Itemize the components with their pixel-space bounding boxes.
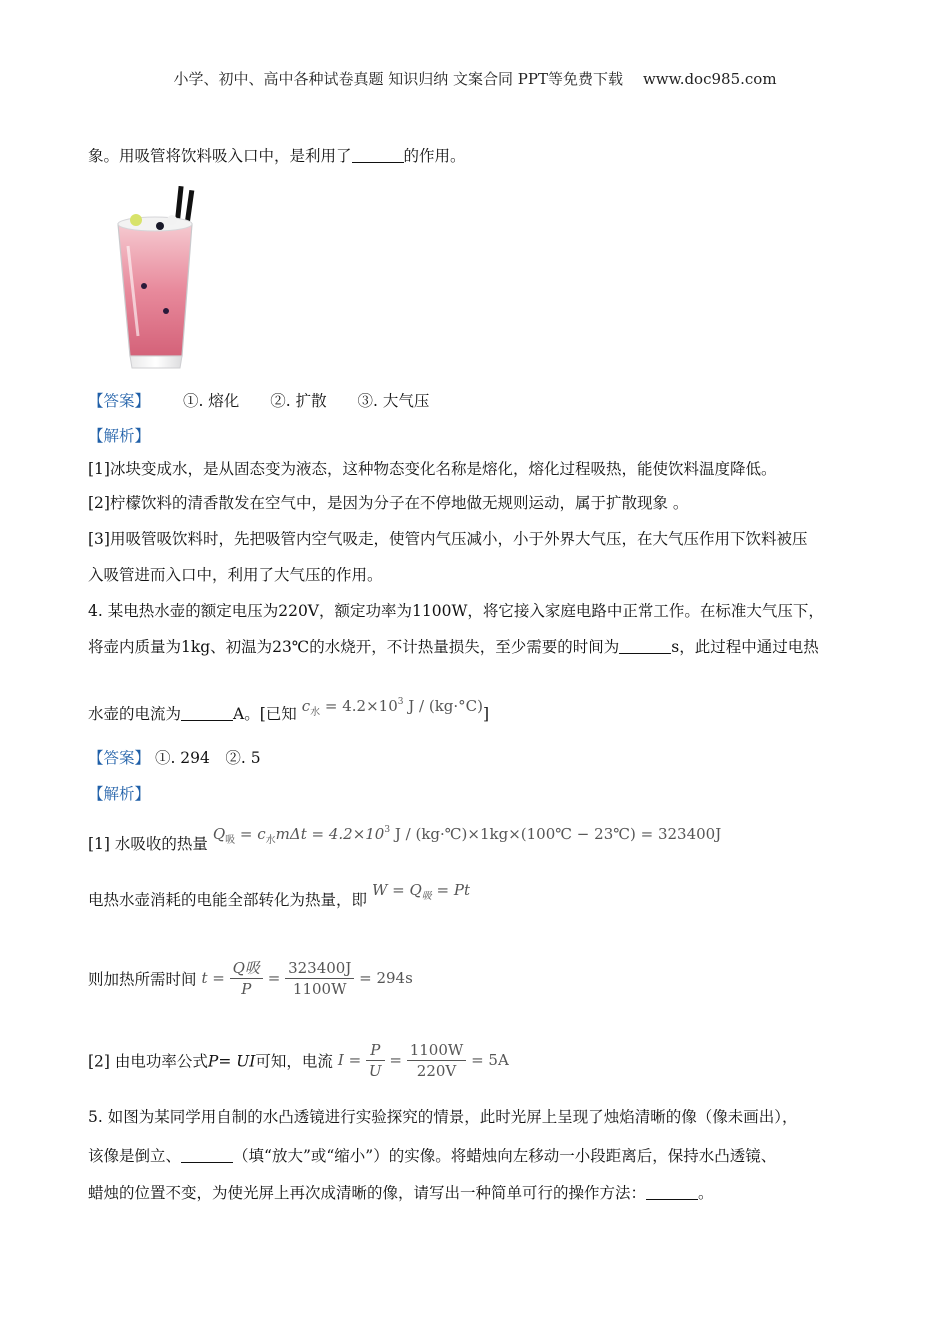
- q3-answer: 【答案】 ①. 熔化 ②. 扩散 ③. 大气压: [88, 392, 430, 410]
- q3-analysis-2: [2]柠檬饮料的清香散发在空气中，是因为分子在不停地做无规则运动，属于扩散现象 。: [88, 494, 689, 512]
- q3-tail: 象。用吸管将饮料吸入口中，是利用了 的作用。: [88, 147, 466, 165]
- q3-analysis-tag: 【解析】: [88, 427, 151, 445]
- q4-line-1: 4. 某电热水壶的额定电压为220V，额定功率为1100W，将它接入家庭电路中正常工作。在标准大气压下，: [88, 602, 824, 620]
- specific-heat-formula: $c_水 = 4.2\times 10^3$ J / (kg·°C): [301, 697, 483, 718]
- q4-step-1: [1] 水吸收的热量 $Q_吸 = c_水m\Delta t = 4.2\times 10^3$ J / (kg·℃)×1kg×(100℃ − 23℃) = 323400J: [88, 825, 722, 853]
- q4-step-4: [2] 由电功率公式P= UI可知，电流 I = $\frac{P}{U}$ = $\frac{1100W}{220V}$ = 5A: [88, 1041, 509, 1080]
- q4-line-3: 水壶的电流为 A。[已知 $c_水 = 4.2\times 10^3$ J / (kg·°C)]: [88, 697, 490, 723]
- header-url: www.doc985.com: [642, 70, 777, 88]
- q5-line-1: 5. 如图为某同学用自制的水凸透镜进行实验探究的情景，此时光屏上呈现了烛焰清晰的像（像未画出），: [88, 1108, 798, 1126]
- header-text: 小学、初中、高中各种试卷真题 知识归纳 文案合同 PPT等免费下载: [173, 70, 623, 88]
- heat-formula: $Q_吸 = c_水m\Delta t = 4.2\times 10^3$ J / (kg·℃)×1kg×(100℃ − 23℃) = 323400J: [212, 825, 722, 846]
- q5-line-3: 蜡烛的位置不变，为使光屏上再次成清晰的像，请写出一种简单可行的操作方法： 。: [88, 1184, 714, 1202]
- drink-glass-image: [108, 186, 208, 376]
- q5-line-2: 该像是倒立、 （填“放大”或“缩小”）的实像。将蜡烛向左移动一小段距离后，保持水凸透镜、: [88, 1147, 777, 1165]
- current-formula: I = $\frac{P}{U}$ = $\frac{1100W}{220V}$ = 5A: [337, 1041, 509, 1080]
- q4-step-2: 电热水壶消耗的电能全部转化为热量，即 $W = Q_吸 = Pt$: [88, 881, 471, 909]
- q3-analysis-3a: [3]用吸管吸饮料时，先把吸管内空气吸走，使管内气压减小，小于外界大气压，在大气压作用下饮料被压: [88, 530, 808, 548]
- answer-blank: [646, 1185, 698, 1200]
- page-header: [0, 68, 950, 89]
- answer-blank: [181, 706, 233, 721]
- q4-step-3: 则加热所需时间 t = $\frac{\text{Q吸}}{P}$ = $\frac{323400J}{1100W}$ = 294s: [88, 959, 413, 998]
- q4-line-2: 将壶内质量为1kg、初温为23℃的水烧开，不计热量损失，至少需要的时间为 s，此过程中通过电热: [88, 638, 819, 656]
- q3-analysis-3b: 入吸管进而入口中，利用了大气压的作用。: [88, 566, 383, 584]
- answer-blank: [619, 639, 671, 654]
- time-formula: t = $\frac{\text{Q吸}}{P}$ = $\frac{323400J}{1100W}$ = 294s: [201, 959, 413, 998]
- q4-analysis-tag: 【解析】: [88, 785, 151, 803]
- answer-blank: [352, 148, 404, 163]
- q4-answer: 【答案】 ①. 294 ②. 5: [88, 749, 261, 767]
- answer-blank: [181, 1148, 233, 1163]
- q3-analysis-1: [1]冰块变成水，是从固态变为液态，这种物态变化名称是熔化，熔化过程吸热，能使饮料温度降低。: [88, 460, 777, 478]
- energy-formula: $W = Q_吸 = Pt$: [371, 881, 471, 902]
